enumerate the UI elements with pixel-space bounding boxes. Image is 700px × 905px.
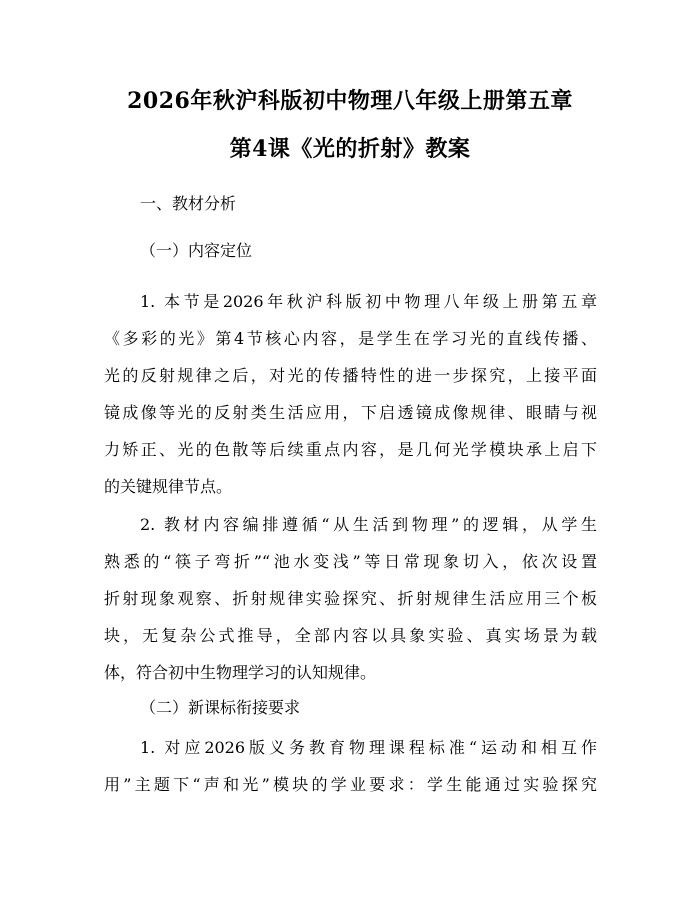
paragraph-line: 熟悉的“筷子弯折”“池水变浅”等日常现象切入，依次设置 xyxy=(104,552,597,571)
paragraph-line: 块，无复杂公式推导，全部内容以具象实验、真实场景为载 xyxy=(104,626,597,645)
paragraph-line: 力矫正、光的色散等后续重点内容，是几何光学模块承上启下 xyxy=(104,440,597,459)
document-title-line-1: 2026年秋沪科版初中物理八年级上册第五章 xyxy=(127,88,573,114)
paragraph-line: 1. 对应2026版义务教育物理课程标准“运动和相互作 xyxy=(140,738,597,757)
subsection-heading-content-positioning: （一）内容定位 xyxy=(140,241,253,260)
paragraph-curriculum-standards-1 xyxy=(104,729,597,803)
paragraph-line: 《多彩的光》第4节核心内容，是学生在学习光的直线传播、 xyxy=(104,329,597,348)
paragraph-line: 镜成像等光的反射类生活应用，下启透镜成像规律、眼睛与视 xyxy=(104,403,597,422)
paragraph-content-positioning-1 xyxy=(104,283,597,505)
paragraph-line: 光的反射规律之后，对光的传播特性的进一步探究，上接平面 xyxy=(104,366,597,385)
paragraph-line: 2. 教材内容编排遵循“从生活到物理”的逻辑，从学生 xyxy=(140,515,597,534)
paragraph-content-positioning-2 xyxy=(104,506,597,691)
paragraph-line: 用”主题下“声和光”模块的学业要求：学生能通过实验探究 xyxy=(104,775,597,794)
paragraph-line: 折射现象观察、折射规律实验探究、折射规律生活应用三个板 xyxy=(104,589,597,608)
paragraph-line: 体，符合初中生物理学习的认知规律。 xyxy=(104,663,377,682)
paragraph-line: 1. 本节是2026年秋沪科版初中物理八年级上册第五章 xyxy=(140,292,597,311)
section-heading-textbook-analysis: 一、教材分析 xyxy=(140,194,237,213)
document-title-line-2: 第4课《光的折射》教案 xyxy=(229,136,471,162)
subsection-heading-curriculum-standards: （二）新课标衔接要求 xyxy=(140,698,301,717)
paragraph-line: 的关键规律节点。 xyxy=(104,477,233,496)
